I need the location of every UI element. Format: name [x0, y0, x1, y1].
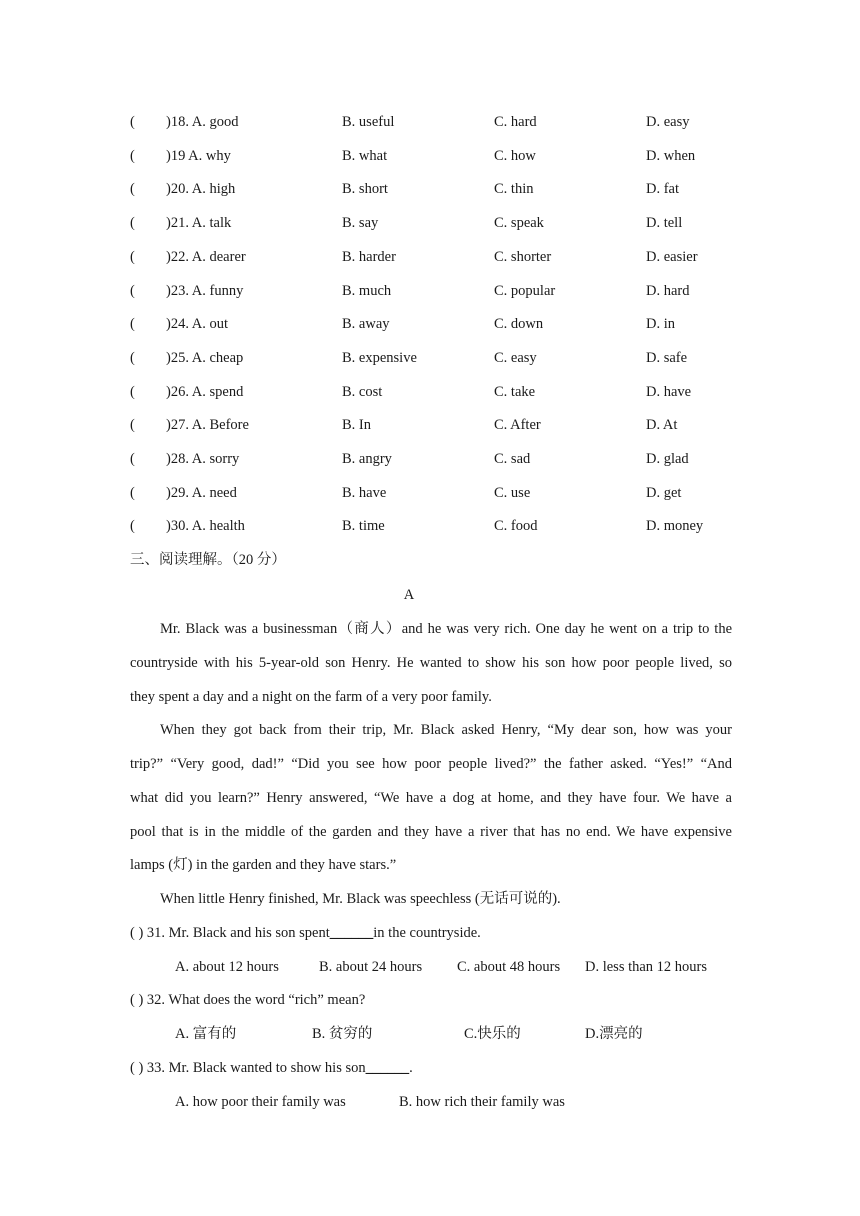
option-a: )24. A. out	[166, 316, 229, 332]
option-d: D. hard	[646, 283, 690, 299]
option-c: C. use	[494, 485, 531, 501]
option-b: B. about 24 hours	[319, 959, 423, 975]
option-b: B. harder	[342, 249, 396, 265]
answer-blank: ______	[329, 925, 374, 941]
option-b: B. much	[342, 283, 392, 299]
option-d: D. easy	[646, 114, 690, 130]
option-d: D. fat	[646, 181, 680, 197]
question-stem-text: ( ) 32. What does the word “rich” mean?	[130, 992, 366, 1008]
option-a: )26. A. spend	[166, 384, 244, 400]
option-c: C. easy	[494, 350, 537, 366]
answer-paren: (	[130, 148, 135, 164]
option-c: C. about 48 hours	[457, 959, 561, 975]
option-a: )30. A. health	[166, 518, 245, 534]
option-a: )20. A. high	[166, 181, 236, 197]
option-a: )18. A. good	[166, 114, 239, 130]
option-b: B. angry	[342, 451, 392, 467]
option-c: C. down	[494, 316, 544, 332]
answer-paren: (	[130, 316, 135, 332]
option-a: )22. A. dearer	[166, 249, 246, 265]
option-d: D. in	[646, 316, 675, 332]
option-b: B. away	[342, 316, 390, 332]
question-33-stem	[130, 1056, 413, 1080]
option-b: B. have	[342, 485, 387, 501]
answer-paren: (	[130, 417, 135, 433]
passage-line: pool that is in the middle of the garden and they have a river that has no end. We have expensive	[130, 824, 732, 840]
section-title: 三、阅读理解。（20 分）	[130, 552, 286, 568]
option-d: D. when	[646, 148, 696, 164]
passage-line: they spent a day and a night on the farm of a very poor family.	[130, 689, 492, 705]
option-d: D. tell	[646, 215, 683, 231]
option-a: )21. A. talk	[166, 215, 232, 231]
answer-paren: (	[130, 249, 135, 265]
question-32-stem	[130, 988, 365, 1012]
question-stem-text: ( ) 33. Mr. Black wanted to show his son	[130, 1060, 366, 1076]
option-b: B. 贫穷的	[312, 1026, 373, 1042]
passage-line: trip?” “Very good, dad!” “Did you see how poor people lived?” the father asked. “Yes!” “And	[130, 756, 732, 772]
option-b: B. short	[342, 181, 388, 197]
option-a: )29. A. need	[166, 485, 237, 501]
answer-paren: (	[130, 451, 135, 467]
answer-paren: (	[130, 283, 135, 299]
option-c: C. shorter	[494, 249, 552, 265]
option-c: C. take	[494, 384, 536, 400]
passage-line: When they got back from their trip, Mr. Black asked Henry, “My dear son, how was your	[160, 722, 732, 738]
passage-line: Mr. Black was a businessman（商人）and he was very rich. One day he went on a trip to the	[160, 621, 732, 637]
answer-paren: (	[130, 485, 135, 501]
option-c: C. hard	[494, 114, 537, 130]
option-a: A. 富有的	[175, 1026, 237, 1042]
answer-paren: (	[130, 350, 135, 366]
answer-paren: (	[130, 384, 135, 400]
question-stem-text: ( ) 31. Mr. Black and his son spent	[130, 925, 330, 941]
option-d: D. easier	[646, 249, 698, 265]
option-a: )28. A. sorry	[166, 451, 240, 467]
option-b: B. expensive	[342, 350, 417, 366]
question-31-stem	[130, 921, 481, 945]
question-stem-text: .	[409, 1060, 413, 1076]
option-b: B. say	[342, 215, 379, 231]
answer-blank: ______	[365, 1060, 410, 1076]
option-d: D. have	[646, 384, 692, 400]
option-b: B. cost	[342, 384, 383, 400]
option-d: D. less than 12 hours	[585, 959, 708, 975]
passage-label: A	[403, 587, 415, 603]
option-c: C. thin	[494, 181, 534, 197]
answer-paren: (	[130, 114, 135, 130]
option-c: C. speak	[494, 215, 544, 231]
option-a: )27. A. Before	[166, 417, 249, 433]
passage-line: what did you learn?” Henry answered, “We have a dog at home, and they have four. We have a	[130, 790, 732, 806]
passage-line: lamps (灯) in the garden and they have stars.”	[130, 857, 397, 873]
option-b: B. how rich their family was	[399, 1094, 565, 1110]
option-a: )25. A. cheap	[166, 350, 244, 366]
option-c: C. After	[494, 417, 541, 433]
passage-line: countryside with his 5-year-old son Henry. He wanted to show his son how poor people lived, so	[130, 655, 732, 671]
option-a: A. about 12 hours	[175, 959, 279, 975]
option-b: B. what	[342, 148, 388, 164]
answer-paren: (	[130, 215, 135, 231]
answer-paren: (	[130, 181, 135, 197]
option-d: D. money	[646, 518, 704, 534]
option-b: B. time	[342, 518, 385, 534]
option-d: D.漂亮的	[585, 1026, 643, 1042]
option-c: C. sad	[494, 451, 531, 467]
option-d: D. At	[646, 417, 678, 433]
option-c: C. popular	[494, 283, 556, 299]
question-stem-text: in the countryside.	[373, 925, 481, 941]
option-d: D. get	[646, 485, 682, 501]
option-b: B. useful	[342, 114, 395, 130]
answer-paren: (	[130, 518, 135, 534]
option-a: )23. A. funny	[166, 283, 244, 299]
option-d: D. glad	[646, 451, 689, 467]
option-c: C.快乐的	[464, 1026, 521, 1042]
option-b: B. In	[342, 417, 371, 433]
option-a: A. how poor their family was	[175, 1094, 346, 1110]
option-d: D. safe	[646, 350, 688, 366]
option-a: )19 A. why	[166, 148, 231, 164]
option-c: C. food	[494, 518, 538, 534]
option-c: C. how	[494, 148, 536, 164]
passage-line: When little Henry finished, Mr. Black was speechless (无话可说的).	[160, 891, 561, 907]
